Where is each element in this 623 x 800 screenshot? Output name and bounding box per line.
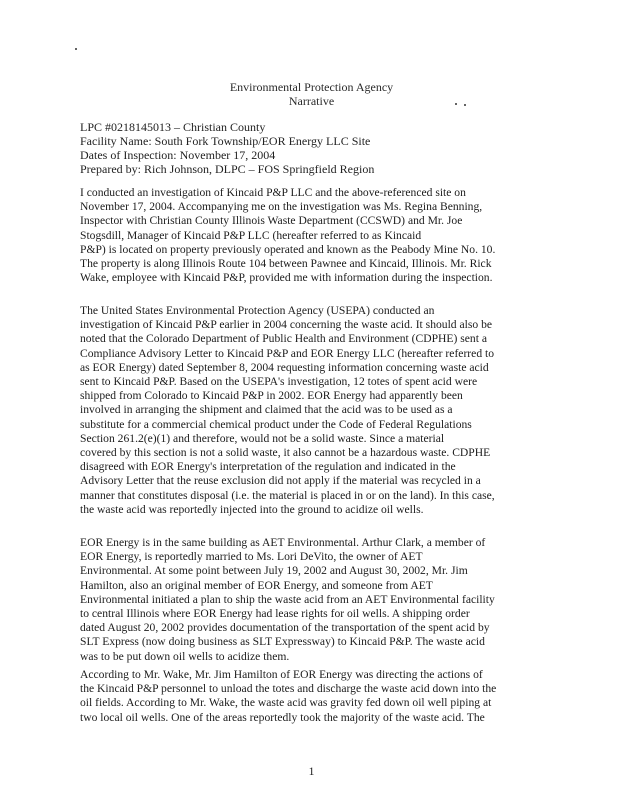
text-line: was to be put down oil wells to acidize them.: [80, 649, 290, 663]
text-line: substitute for a commercial chemical product under the Code of Federal Regulations: [80, 417, 472, 431]
inspection-date-line: Dates of Inspection: November 17, 2004: [80, 148, 276, 162]
text-line: shipped from Colorado to Kincaid P&P in 2002. EOR Energy had apparently been: [80, 389, 463, 403]
text-line: P&P) is located on property previously operated and known as the Peabody Mine No. 10.: [80, 242, 496, 256]
text-line: Stogsdill, Manager of Kincaid P&P LLC (hereafter referred to as Kincaid: [80, 228, 422, 242]
text-line: Compliance Advisory Letter to Kincaid P&P and EOR Energy LLC (hereafter referred to: [80, 346, 495, 360]
paragraph-according-to-wake: [80, 668, 518, 725]
prepared-by-line: Prepared by: Rich Johnson, DLPC – FOS Springfield Region: [80, 162, 375, 176]
text-line: dated August 20, 2002 provides documentation of the transportation of the spent acid by: [80, 621, 490, 635]
text-line: Inspector with Christian County Illinois Waste Department (CCSWD) and Mr. Joe: [80, 214, 463, 228]
text-line: two local oil wells. One of the areas reportedly took the majority of the waste acid. The: [80, 710, 485, 724]
text-line: Environmental initiated a plan to ship the waste acid from an AET Environmental facility: [80, 592, 495, 606]
text-line: Hamilton, also an original member of EOR Energy, and someone from AET: [80, 578, 433, 592]
text-line: According to Mr. Wake, Mr. Jim Hamilton of EOR Energy was directing the actions of: [80, 668, 483, 681]
text-line: November 17, 2004. Accompanying me on the investigation was Ms. Regina Benning,: [80, 200, 483, 214]
lpc-number-line: LPC #0218145013 – Christian County: [80, 120, 266, 134]
scan-speck: [464, 104, 466, 106]
text-line: disagreed with EOR Energy's interpretation of the regulation and indicated in the: [80, 460, 456, 474]
scan-speck: [455, 103, 457, 105]
text-line: Wake, employee with Kincaid P&P, provided me with information during the inspection.: [80, 271, 493, 285]
text-line: covered by this section is not a solid waste, it also cannot be a hazardous waste. CDPHE: [80, 446, 491, 460]
text-line: noted that the Colorado Department of Public Health and Environment (CDPHE) sent a: [80, 332, 487, 346]
scan-speck: [75, 48, 77, 50]
agency-title: Environmental Protection Agency: [229, 80, 394, 94]
text-line: Environmental. At some point between July 19, 2002 and August 30, 2002, Mr. Jim: [80, 564, 468, 578]
text-line: sent to Kincaid P&P. Based on the USEPA's investigation, 12 totes of spent acid were: [80, 375, 478, 389]
text-line: the Kincaid P&P personnel to unload the totes and discharge the waste acid down into the: [80, 682, 497, 696]
paragraph-eor-energy: [80, 536, 518, 664]
text-line: EOR Energy is in the same building as AET Environmental. Arthur Clark, a member of: [80, 536, 486, 549]
narrative-title: Narrative: [288, 94, 335, 108]
text-line: SLT Express (now doing business as SLT Expressway) to Kincaid P&P. The waste acid: [80, 635, 485, 649]
text-line: the waste acid was reportedly injected into the ground to acidize oil wells.: [80, 502, 424, 516]
text-line: Section 261.2(e)(1) and therefore, would not be a solid waste. Since a material: [80, 431, 445, 445]
text-line: to central Illinois where EOR Energy had lease rights for oil wells. A shipping order: [80, 607, 470, 621]
paragraph-investigation: [80, 186, 518, 285]
page-number: 1: [308, 764, 315, 778]
text-line: oil fields. According to Mr. Wake, the waste acid was gravity fed down oil well piping at: [80, 696, 492, 710]
text-line: I conducted an investigation of Kincaid P&P LLC and the above-referenced site on: [80, 186, 466, 199]
paragraph-usepa: [80, 304, 518, 517]
text-line: manner that constitutes disposal (i.e. the material is placed in or on the land). In this case,: [80, 488, 495, 502]
text-line: investigation of Kincaid P&P earlier in 2004 concerning the waste acid. It should also be: [80, 318, 493, 332]
facility-name-line: Facility Name: South Fork Township/EOR Energy LLC Site: [80, 134, 371, 148]
text-line: as EOR Energy) dated September 8, 2004 requesting information concerning waste acid: [80, 360, 489, 374]
text-line: The property is along Illinois Route 104 between Pawnee and Kincaid, Illinois. Mr. Rick: [80, 257, 492, 271]
text-line: EOR Energy, is reportedly married to Ms. Lori DeVito, the owner of AET: [80, 550, 423, 564]
text-line: involved in arranging the shipment and claimed that the acid was to be used as a: [80, 403, 453, 417]
text-line: The United States Environmental Protection Agency (USEPA) conducted an: [80, 304, 435, 317]
text-line: Advisory Letter that the reuse exclusion did not apply if the material was recycled in a: [80, 474, 481, 488]
